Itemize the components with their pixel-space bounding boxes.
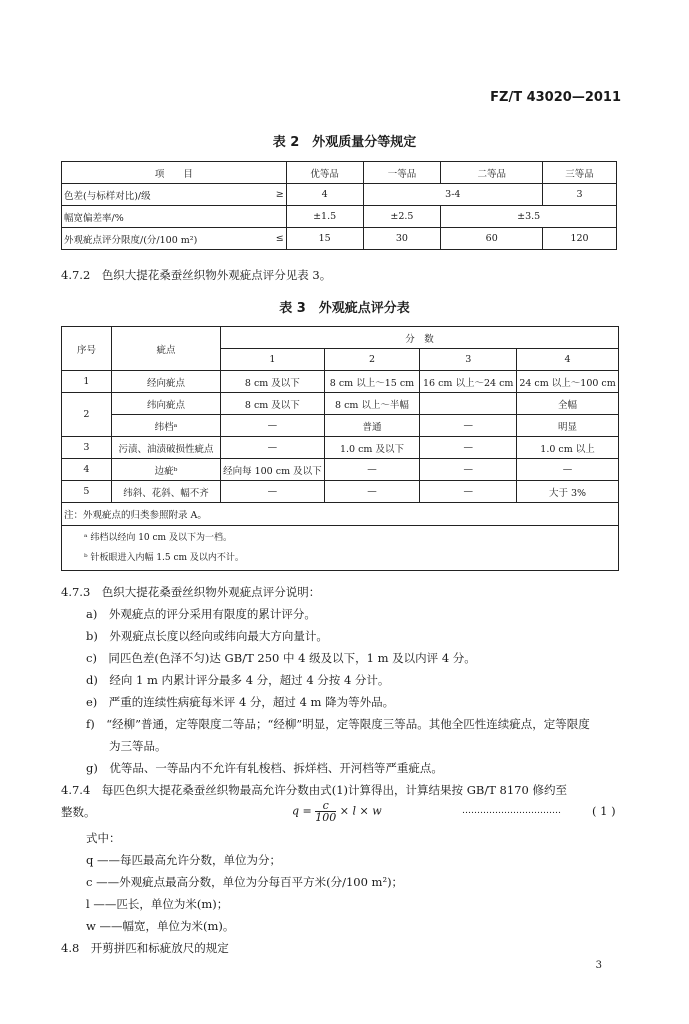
footnote-b: ᵇ 针板眼进入内幅 1.5 cm 及以内不计。 [84,553,244,563]
table-row: 5 纬斜、花斜、幅不齐 — — — 大于 3% [62,481,619,503]
paragraph-4-7-4: 4.7.4 每匹色织大提花桑蚕丝织物最高允许分数由式(1)计算得出，计算结果按 GB/T 8170 修约至 [61,783,567,797]
header-no: 序号 [62,327,112,371]
variable-definition: w ——幅宽，单位为米(m)。 [86,919,235,933]
list-item: f) “经柳”普通，定等限度二等品；“经柳”明显，定等限度三等品。其他全匹性连续疵点，定等限度 [86,717,590,731]
table3 [61,326,619,571]
footnote-a: ᵃ 纬档以经向 10 cm 及以下为一档。 [84,533,232,543]
table2-header-row [62,162,617,184]
table3-caption: 表 3 外观疵点评分表 [279,301,410,316]
list-item: c) 同匹色差(色泽不匀)达 GB/T 250 中 4 级及以下，1 m 及以内评 4 分。 [86,651,476,665]
list-item: a) 外观疵点的评分采用有限度的累计评分。 [86,607,316,621]
variable-definition: l ——匹长，单位为米(m)； [86,897,229,911]
table-note-row: 注：外观疵点的归类参照附录 A。 [62,503,619,526]
table3-header-row: 1 2 3 4 [62,349,619,371]
standard-number: FZ/T 43020—2011 [490,90,621,105]
paragraph-4-7-4-continued: 整数。 [61,805,96,819]
table-row: 幅宽偏差率/% ±1.5 ±2.5 ±3.5 [62,206,617,228]
variable-definition: c ——外观疵点最高分数，单位为分每百平方米(分/100 m²)； [86,875,404,889]
table-row: 3 污渍、油渍破损性疵点 — 1.0 cm 及以下 — 1.0 cm 以上 [62,437,619,459]
table2 [61,161,617,250]
header-grade1: 优等品 [286,162,363,184]
table-row: 外观疵点评分限度/(分/100 m²) ≤ 15 30 60 120 [62,228,617,250]
paragraph-4-7-3-title: 4.7.3 色织大提花桑蚕丝织物外观疵点评分说明： [61,585,321,599]
header-grade3: 二等品 [441,162,543,184]
table2-caption: 表 2 外观质量分等规定 [272,135,417,150]
list-item: g) 优等品、一等品内不允许有轧梭档、拆烊档、开河档等严重疵点。 [86,761,443,775]
header-grade2: 一等品 [363,162,441,184]
header-defect: 疵点 [111,327,220,371]
formula-fraction: $\frac{c}{100}$ [315,799,337,824]
section-4-8-heading: 4.8 开剪拼匹和标疵放尺的规定 [61,941,229,955]
formula-1: q = $\frac{c}{100}$ × l × w [292,799,382,824]
header-item: 项 目 [62,162,287,184]
header-score: 分 数 [221,327,619,349]
where-label: 式中： [86,831,121,845]
header-grade4: 三等品 [543,162,617,184]
table-footnotes-row [62,526,619,571]
list-item: d) 经向 1 m 内累计评分最多 4 分，超过 4 分按 4 分计。 [86,673,390,687]
page-number: 3 [595,960,602,971]
table3-header-row [62,327,619,349]
table-row: 纬档ᵃ — 普通 — 明显 [62,415,619,437]
table-row: 1 经向疵点 8 cm 及以下 8 cm 以上～15 cm 16 cm 以上～24 cm 24 cm 以上～100 cm [62,371,619,393]
table-row: 4 边疵ᵇ 经向每 100 cm 及以下 — — — [62,459,619,481]
table-row: 2 纬向疵点 8 cm 及以下 8 cm 以上～半幅 全幅 [62,393,619,415]
list-item: b) 外观疵点长度以经向或纬向最大方向量计。 [86,629,328,643]
table-row: 色差(与标样对比)/级 ≥ 4 3-4 3 [62,184,617,206]
paragraph-4-7-2: 4.7.2 色织大提花桑蚕丝织物外观疵点评分见表 3。 [61,268,332,282]
list-item-continued: 为三等品。 [109,739,167,753]
variable-definition: q ——每匹最高允许分数，单位为分； [86,853,282,867]
list-item: e) 严重的连续性病疵每米评 4 分，超过 4 m 降为等外品。 [86,695,395,709]
formula-number: ( 1 ) [592,804,616,818]
formula-dots: …………………………… [462,806,561,816]
